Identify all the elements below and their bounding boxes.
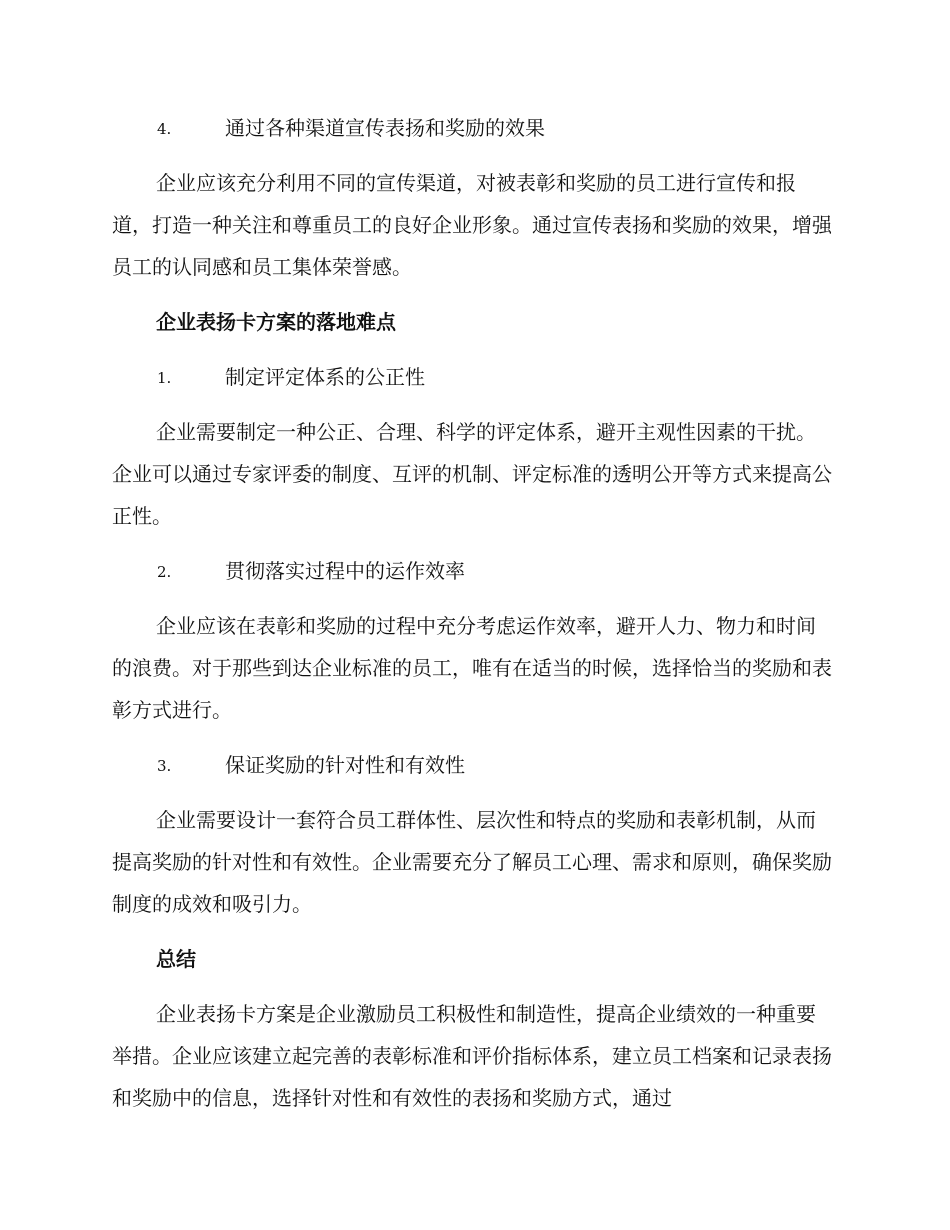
list-title: 通过各种渠道宣传表扬和奖励的效果 xyxy=(225,116,545,140)
section-heading-summary: 总结 xyxy=(156,947,196,971)
section-heading-difficulties: 企业表扬卡方案的落地难点 xyxy=(156,310,396,334)
paragraph-fairness: 企业需要制定一种公正、合理、科学的评定体系，避开主观性因素的干扰。企业可以通过专家评委的制度、互评的机制、评定标准的透明公开等方式来提高公正性。 xyxy=(112,420,832,528)
list-number: 2. xyxy=(157,563,172,581)
list-number: 4. xyxy=(157,120,172,138)
list-number: 3. xyxy=(157,757,172,775)
list-title: 保证奖励的针对性和有效性 xyxy=(225,753,465,777)
list-item-targeting xyxy=(112,750,832,780)
list-title: 贯彻落实过程中的运作效率 xyxy=(225,559,465,583)
paragraph-efficiency: 企业应该在表彰和奖励的过程中充分考虑运作效率，避开人力、物力和时间的浪费。对于那些到达企业标准的员工，唯有在适当的时候，选择恰当的奖励和表彰方式进行。 xyxy=(112,614,832,722)
paragraph-summary: 企业表扬卡方案是企业激励员工积极性和制造性，提高企业绩效的一种重要举措。企业应该建立起完善的表彰标准和评价指标体系，建立员工档案和记录表扬和奖励中的信息，选择针对性和有效性的表扬和奖励方式，通过 xyxy=(112,1002,832,1110)
list-title: 制定评定体系的公正性 xyxy=(225,365,425,389)
list-item-fairness xyxy=(112,362,832,392)
list-number: 1. xyxy=(157,369,172,387)
paragraph-targeting: 企业需要设计一套符合员工群体性、层次性和特点的奖励和表彰机制，从而提高奖励的针对性和有效性。企业需要充分了解员工心理、需求和原则，确保奖励制度的成效和吸引力。 xyxy=(112,808,832,916)
list-item-efficiency xyxy=(112,556,832,586)
paragraph-effect: 企业应该充分利用不同的宣传渠道，对被表彰和奖励的员工进行宣传和报道，打造一种关注和尊重员工的良好企业形象。通过宣传表扬和奖励的效果，增强员工的认同感和员工集体荣誉感。 xyxy=(112,171,832,279)
list-item-effect xyxy=(112,113,832,143)
